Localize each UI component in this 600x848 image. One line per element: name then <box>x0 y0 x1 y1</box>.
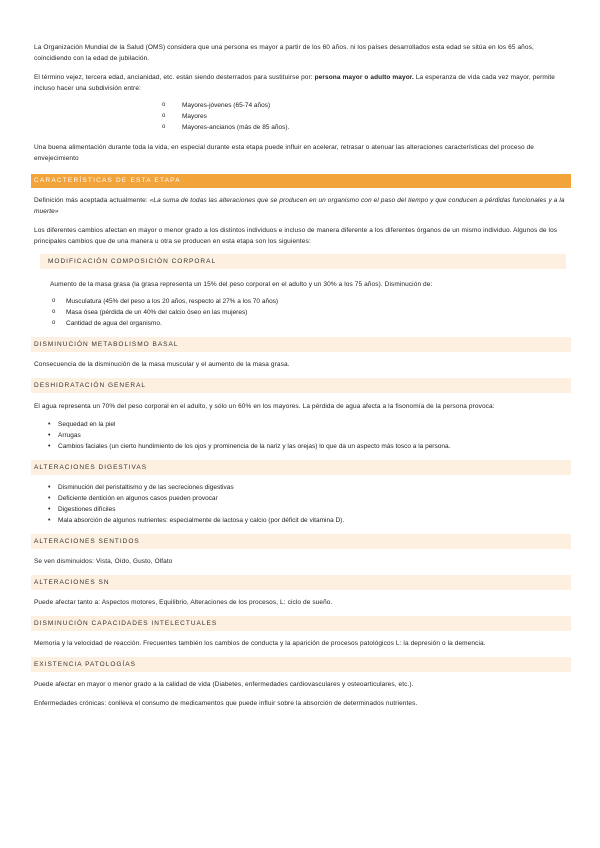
sentidos-text: Se ven disminuidos: Vista, Oído, Gusto, Olfato <box>34 558 173 565</box>
list-item: o Mayores-ancianos (más de 85 años). <box>182 122 568 133</box>
list-item: o Musculatura (45% del peso a los 20 años, respecto al 27% a los 70 años) <box>66 296 568 307</box>
metabolismo-text: Consecuencia de la disminución de la masa muscular y el aumento de la masa grasa. <box>34 361 290 368</box>
list-item: • Deficiente dentición en algunos casos pueden provocar <box>58 493 568 504</box>
intro-p2-start: El término vejez, tercera edad, ancianidad, etc. están siendo desterrados para sustituirse por: <box>34 74 315 81</box>
intro-paragraph-3: Una buena alimentación durante toda la vida, en especial durante esta etapa puede influir en acelerar, retrasar o atenuar las alteraciones características del proceso de envejecimiento <box>34 144 535 162</box>
patologias-text-2: Enfermedades crónicas: conlleva el consumo de medicamentos que puede influir sobre la absorción de determinados nutrientes. <box>34 700 418 707</box>
list-item: • Arrugas <box>58 430 568 441</box>
subdivision-list <box>182 100 568 133</box>
section-heading-intelectuales: DISMINUCIÓN CAPACIDADES INTELECTUALES <box>31 616 571 631</box>
section-heading-sentidos: ALTERACIONES SENTIDOS <box>31 534 571 549</box>
definition-paragraph <box>34 195 568 217</box>
section-heading-metabolismo: DISMINUCIÓN METABOLISMO BASAL <box>31 337 571 352</box>
intro-paragraph-2 <box>34 72 568 94</box>
intro-p2-bold: persona mayor o adulto mayor. <box>314 74 414 81</box>
list-item: • Mala absorción de algunos nutrientes: especialmente de lactosa y calcio (por déficit de vitamina D). <box>58 515 568 526</box>
list-item: • Sequedad en la piel <box>58 419 568 430</box>
section-heading-composicion: MODIFICACIÓN COMPOSICIÓN CORPORAL <box>40 254 566 269</box>
definition-text: «La suma de todas las alteraciones que se producen en un organismo con el paso del tiempo y que conducen a pérdidas funcionales y a la muerte» <box>34 197 565 215</box>
list-item: • Cambios faciales (un cierto hundimiento de los ojos y prominencia de la nariz y las orejas) lo que da un aspecto más tosco a la persona. <box>58 441 568 452</box>
list-item: o Masa ósea (pérdida de un 40% del calcio óseo en las mujeres) <box>66 307 568 318</box>
composicion-list <box>66 296 568 329</box>
section-heading-digestivas: ALTERACIONES DIGESTIVAS <box>31 460 571 475</box>
composicion-text: Aumento de la masa grasa (la grasa representa un 15% del peso corporal en el adulto y un 30% a los 75 años). Disminución de: <box>50 281 433 288</box>
intro-paragraph-1: La Organización Mundial de la Salud (OMS) considera que una persona es mayor a partir de los 60 años. ni los países desarrollados esta edad se sitúa en los 65 años, coincidiendo con la edad de jubilación. <box>34 44 534 62</box>
section-heading-sn: ALTERACIONES SN <box>31 575 571 590</box>
list-item: o Mayores-jóvenes (65-74 años) <box>182 100 568 111</box>
digestivas-list <box>58 482 568 526</box>
list-item: • Digestiones difíciles <box>58 504 568 515</box>
section-heading-deshidratacion: DESHIDRATACIÓN GENERAL <box>31 378 571 393</box>
intelectuales-text: Memoria y la velocidad de reacción. Frecuentes también los cambios de conducta y la aparición de procesos patológicos L: la depresión o la demencia. <box>34 640 486 647</box>
cambios-paragraph: Los diferentes cambios afectan en mayor o menor grado a los distintos individuos e incluso de manera diferente a los diferentes órganos de un mismo individuo. Algunos de los principales cambios que de una manera u otra se producen en esta etapa son los siguientes: <box>34 227 558 245</box>
list-item: • Disminución del peristaltismo y de las secreciones digestivas <box>58 482 568 493</box>
document-page <box>34 40 568 709</box>
list-item: o Mayores <box>182 111 568 122</box>
list-item: o Cantidad de agua del organismo. <box>66 318 568 329</box>
section-heading-caracteristicas: CARACTERÍSTICAS DE ESTA ETAPA <box>31 174 571 188</box>
section-heading-patologias: EXISTENCIA PATOLOGÍAS <box>31 657 571 672</box>
intro-p2-end: La esperanza de vida cada vez mayor, permite incluso hacer una subdivisión entre: <box>34 74 556 92</box>
definition-label: Definición más aceptada actualmente: <box>34 197 150 204</box>
deshidratacion-list <box>58 419 568 452</box>
sn-text: Puede afectar tanto a: Aspectos motores, Equilibrio, Alteraciones de los procesos, L: ciclo de sueño. <box>34 599 333 606</box>
patologias-text-1: Puede afectar en mayor o menor grado a la calidad de vida (Diabetes, enfermedades cardiovasculares y osteoarticulares, etc.). <box>34 681 414 688</box>
deshidratacion-text: El agua representa un 70% del peso corporal en el adulto, y sólo un 60% en los mayores. La pérdida de agua afecta a la fisonomía de la persona provoca: <box>34 403 495 410</box>
